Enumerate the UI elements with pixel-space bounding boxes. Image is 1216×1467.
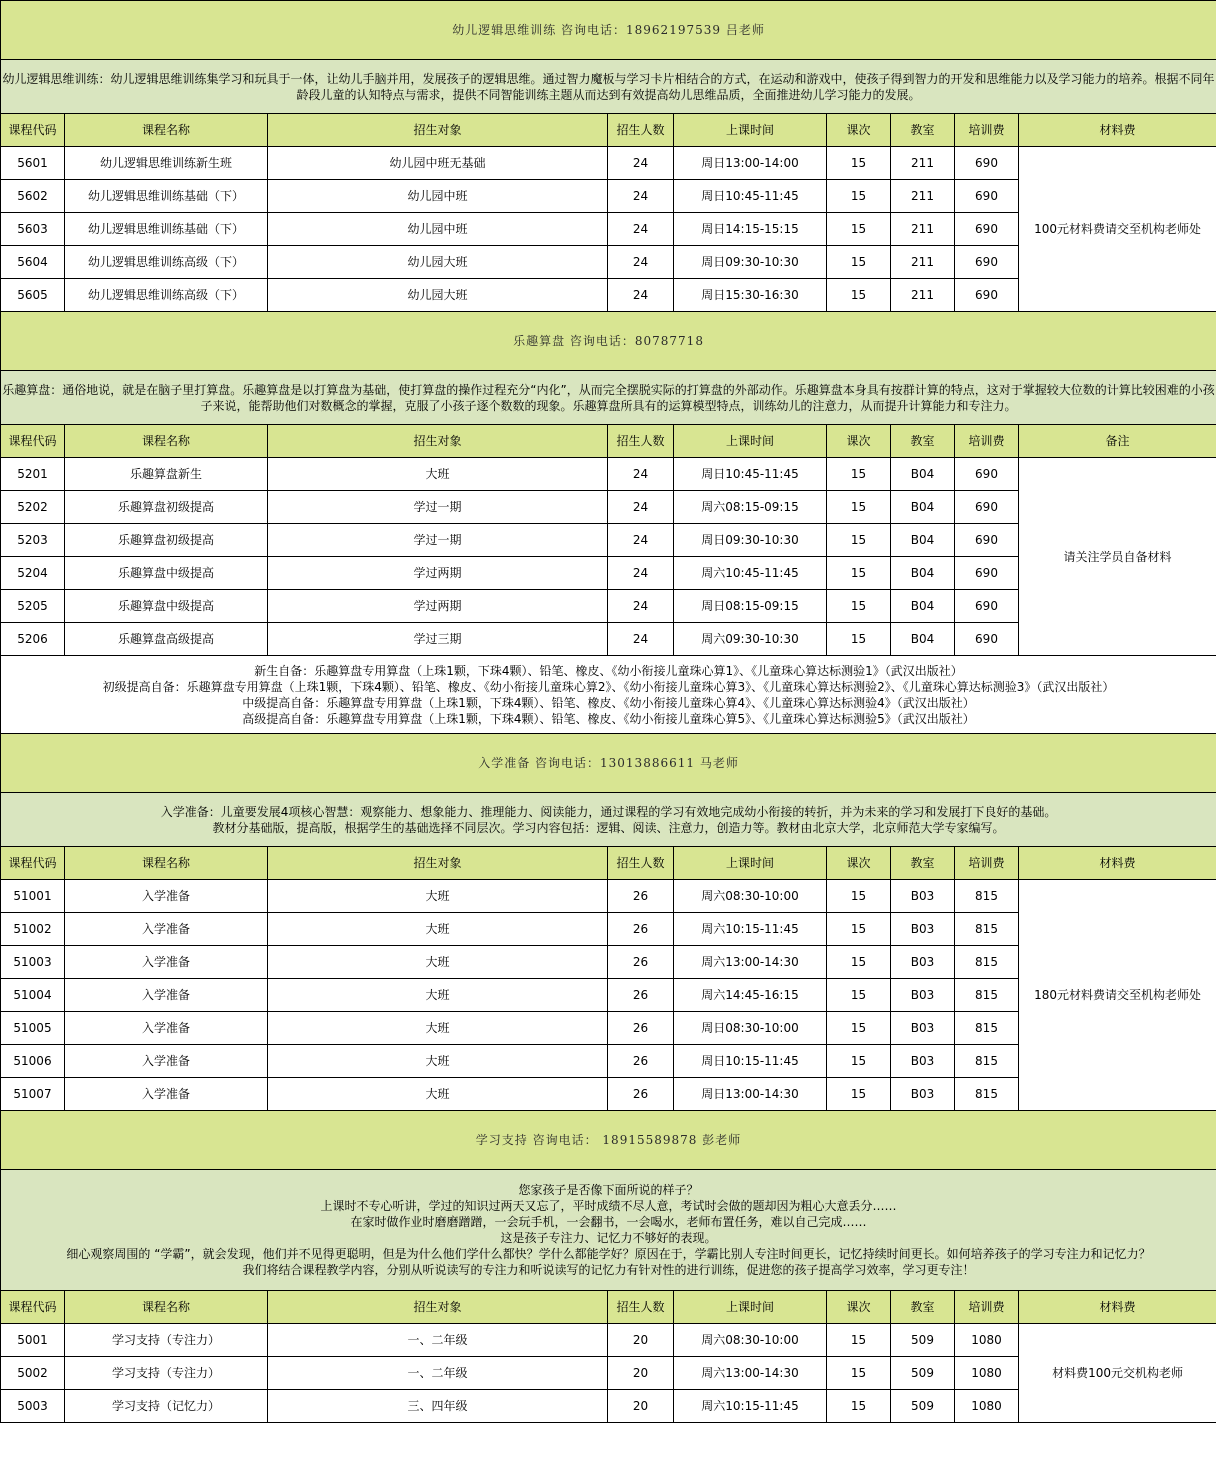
table-cell: 学过两期 [268,557,608,590]
column-header: 材料费 [1019,847,1216,880]
table-cell: 15 [827,1390,891,1423]
column-header: 教室 [891,1291,955,1324]
table-cell: 5203 [1,524,65,557]
section-title: 入学准备 咨询电话：13013886611 马老师 [1,734,1216,793]
table-cell: 15 [827,1045,891,1078]
table-cell: 幼儿园中班 [268,180,608,213]
table-cell: 大班 [268,913,608,946]
column-header-row [1,1291,1216,1324]
section-description-row [1,371,1216,425]
table-cell: 周日08:15-09:15 [674,590,827,623]
column-header: 课程代码 [1,114,65,147]
table-cell: 周六13:00-14:30 [674,946,827,979]
table-cell: 1080 [955,1390,1019,1423]
table-cell: 15 [827,1078,891,1111]
column-header: 课程名称 [65,1291,268,1324]
section-title-row [1,1,1216,60]
table-cell: 大班 [268,1045,608,1078]
table-cell: B04 [891,491,955,524]
table-cell: 690 [955,491,1019,524]
table-cell: 大班 [268,1012,608,1045]
table-cell: 690 [955,246,1019,279]
table-cell: 周六10:45-11:45 [674,557,827,590]
column-header: 上课时间 [674,425,827,458]
table-cell: B04 [891,524,955,557]
column-header: 课次 [827,114,891,147]
table-cell: B03 [891,979,955,1012]
column-header: 招生人数 [608,425,674,458]
section-description: 入学准备：儿童要发展4项核心智慧：观察能力、想象能力、推理能力、阅读能力，通过课程的学习有效地完成幼小衔接的转折，并为未来的学习和发展打下良好的基础。 教材分基础版，提高版，根据学生的基础选择不同层次。学习内容包括：逻辑、阅读、注意力，创造力等。教材由北京大学，北京师范大学专家编写。 [1,793,1216,847]
table-cell: 周日09:30-10:30 [674,246,827,279]
column-header: 招生人数 [608,114,674,147]
table-cell: 690 [955,458,1019,491]
table-cell: 乐趣算盘初级提高 [65,524,268,557]
table-row [1,458,1216,491]
table-cell: 24 [608,213,674,246]
table-cell: 周日13:00-14:30 [674,1078,827,1111]
column-header: 上课时间 [674,1291,827,1324]
section-title-row [1,734,1216,793]
table-cell: 15 [827,557,891,590]
table-cell: 乐趣算盘初级提高 [65,491,268,524]
table-cell: 学习支持（专注力） [65,1357,268,1390]
table-cell: 一、二年级 [268,1324,608,1357]
table-cell: 周六14:45-16:15 [674,979,827,1012]
table-cell: 26 [608,1012,674,1045]
table-cell: 学过两期 [268,590,608,623]
table-cell: B03 [891,880,955,913]
table-cell: 周日09:30-10:30 [674,524,827,557]
table-cell: 24 [608,524,674,557]
table-cell: 24 [608,590,674,623]
table-row [1,1324,1216,1357]
table-cell: 入学准备 [65,1045,268,1078]
table-cell: 690 [955,590,1019,623]
table-cell: 690 [955,524,1019,557]
table-cell: 周六08:30-10:00 [674,1324,827,1357]
table-cell: 24 [608,458,674,491]
table-cell: 815 [955,913,1019,946]
table-cell: B03 [891,913,955,946]
table-cell: 26 [608,946,674,979]
table-cell: 20 [608,1390,674,1423]
table-cell: 周六10:15-11:45 [674,1390,827,1423]
table-cell: 5001 [1,1324,65,1357]
footer-note-row [1,656,1216,734]
table-cell: 690 [955,213,1019,246]
table-cell: 690 [955,147,1019,180]
table-cell: 学习支持（专注力） [65,1324,268,1357]
table-cell: 20 [608,1324,674,1357]
table-cell: 乐趣算盘新生 [65,458,268,491]
table-cell: 815 [955,979,1019,1012]
column-header: 课程代码 [1,1291,65,1324]
section-description-row [1,60,1216,114]
table-cell: 211 [891,180,955,213]
column-header: 课次 [827,425,891,458]
table-row [1,880,1216,913]
table-cell: 幼儿园中班 [268,213,608,246]
table-cell: 5602 [1,180,65,213]
column-header: 上课时间 [674,847,827,880]
table-cell: 24 [608,623,674,656]
table-cell: 大班 [268,946,608,979]
table-cell: 乐趣算盘中级提高 [65,590,268,623]
table-cell: 1080 [955,1357,1019,1390]
section-description: 幼儿逻辑思维训练：幼儿逻辑思维训练集学习和玩具于一体，让幼儿手脑并用，发展孩子的逻辑思维。通过智力魔板与学习卡片相结合的方式，在运动和游戏中，使孩子得到智力的开发和思维能力以及学习能力的培养。根据不同年龄段儿童的认知特点与需求，提供不同智能训练主题从而达到有效提高幼儿思维品质，全面推进幼儿学习能力的发展。 [1,60,1216,114]
column-header: 招生人数 [608,847,674,880]
table-cell: 15 [827,524,891,557]
column-header-row [1,114,1216,147]
section-title-row [1,312,1216,371]
section-description-row [1,1170,1216,1291]
column-header: 材料费 [1019,1291,1216,1324]
table-cell: B04 [891,458,955,491]
table-cell: 509 [891,1324,955,1357]
section-title: 乐趣算盘 咨询电话：80787718 [1,312,1216,371]
column-header: 招生人数 [608,1291,674,1324]
table-cell: 5002 [1,1357,65,1390]
table-cell: B03 [891,1012,955,1045]
table-cell: 三、四年级 [268,1390,608,1423]
table-cell: 15 [827,1324,891,1357]
table-cell: 5206 [1,623,65,656]
table-cell: 周六09:30-10:30 [674,623,827,656]
table-cell: 15 [827,491,891,524]
table-cell: 15 [827,1012,891,1045]
column-header: 教室 [891,114,955,147]
table-cell: 幼儿园大班 [268,279,608,312]
column-header: 材料费 [1019,114,1216,147]
table-cell: 入学准备 [65,1078,268,1111]
table-cell: 815 [955,946,1019,979]
table-cell: 26 [608,913,674,946]
section-title: 幼儿逻辑思维训练 咨询电话：18962197539 吕老师 [1,1,1216,60]
table-cell: 5604 [1,246,65,279]
table-cell: 周日10:15-11:45 [674,1045,827,1078]
table-cell: 24 [608,147,674,180]
table-cell: 815 [955,1012,1019,1045]
column-header: 课次 [827,847,891,880]
column-header: 课程代码 [1,425,65,458]
column-header: 备注 [1019,425,1216,458]
table-cell: 690 [955,557,1019,590]
table-cell: 26 [608,1078,674,1111]
table-cell: 20 [608,1357,674,1390]
table-cell: 5201 [1,458,65,491]
table-cell: 211 [891,279,955,312]
table-cell: 26 [608,880,674,913]
table-cell: 15 [827,590,891,623]
column-header: 招生对象 [268,425,608,458]
table-cell: 周日15:30-16:30 [674,279,827,312]
table-cell: 5603 [1,213,65,246]
table-cell: 211 [891,147,955,180]
column-header: 培训费 [955,114,1019,147]
table-cell: B04 [891,557,955,590]
section-description: 您家孩子是否像下面所说的样子？ 上课时不专心听讲，学过的知识过两天又忘了，平时成绩不尽人意，考试时会做的题却因为粗心大意丢分…… 在家时做作业时磨磨蹭蹭，一会玩手机，一会翻书，一会喝水，老师布置任务，难以自己完成…… 这是孩子专注力、记忆力不够好的表现。 细心观察周围的 “学霸”，就会发现，他们并不见得更聪明，但是为什么他们学什么都快？学什么都能学好？原因在于，学霸比别人专注时间更长，记忆持续时间更长。如何培养孩子的学习专注力和记忆力？ 我们将结合课程教学内容，分别从听说读写的专注力和听说读写的记忆力有针对性的进行训练，促进您的孩子提高学习效率，学习更专注！ [1,1170,1216,1291]
table-cell: 学过三期 [268,623,608,656]
table-cell: 509 [891,1357,955,1390]
column-header: 课程名称 [65,847,268,880]
table-cell: 入学准备 [65,880,268,913]
table-cell: 690 [955,279,1019,312]
table-cell: 815 [955,1078,1019,1111]
column-header: 上课时间 [674,114,827,147]
table-cell: 5605 [1,279,65,312]
section-description-row [1,793,1216,847]
column-header: 招生对象 [268,114,608,147]
table-cell: 一、二年级 [268,1357,608,1390]
column-header: 课程名称 [65,114,268,147]
table-cell: 509 [891,1390,955,1423]
column-header: 招生对象 [268,1291,608,1324]
table-cell: 大班 [268,880,608,913]
table-cell: 690 [955,623,1019,656]
column-header-row [1,847,1216,880]
table-cell: 211 [891,246,955,279]
table-cell: 幼儿逻辑思维训练高级（下） [65,246,268,279]
column-header: 培训费 [955,425,1019,458]
table-cell: 5202 [1,491,65,524]
table-cell: 学过一期 [268,524,608,557]
table-cell: 15 [827,147,891,180]
table-cell: B03 [891,946,955,979]
table-cell: 学过一期 [268,491,608,524]
table-cell: 51004 [1,979,65,1012]
table-cell: 815 [955,880,1019,913]
material-note: 180元材料费请交至机构老师处 [1019,880,1216,1111]
table-cell: 幼儿逻辑思维训练新生班 [65,147,268,180]
table-cell: 26 [608,979,674,1012]
table-cell: 周日10:45-11:45 [674,180,827,213]
table-cell: B04 [891,590,955,623]
section-description: 乐趣算盘：通俗地说，就是在脑子里打算盘。乐趣算盘是以打算盘为基础，使打算盘的操作过程充分“内化”，从而完全摆脱实际的打算盘的外部动作。乐趣算盘本身具有按群计算的特点，这对于掌握较大位数的计算比较困难的小孩子来说，能帮助他们对数概念的掌握，克服了小孩子逐个数数的现象。乐趣算盘所具有的运算模型特点，训练幼儿的注意力，从而提升计算能力和专注力。 [1,371,1216,425]
table-cell: 周日13:00-14:00 [674,147,827,180]
table-cell: 周日10:45-11:45 [674,458,827,491]
section-title: 学习支持 咨询电话： 18915589878 彭老师 [1,1111,1216,1170]
section-title-row [1,1111,1216,1170]
table-cell: 入学准备 [65,946,268,979]
column-header: 培训费 [955,847,1019,880]
table-cell: 乐趣算盘中级提高 [65,557,268,590]
column-header: 课次 [827,1291,891,1324]
table-cell: 周日08:30-10:00 [674,1012,827,1045]
table-cell: 15 [827,979,891,1012]
table-cell: 大班 [268,979,608,1012]
table-cell: 幼儿逻辑思维训练基础（下） [65,213,268,246]
table-cell: 15 [827,458,891,491]
column-header: 教室 [891,847,955,880]
table-cell: 15 [827,623,891,656]
table-cell: 1080 [955,1324,1019,1357]
table-cell: 5003 [1,1390,65,1423]
table-cell: 815 [955,1045,1019,1078]
table-cell: 15 [827,213,891,246]
column-header: 培训费 [955,1291,1019,1324]
table-cell: 24 [608,180,674,213]
table-cell: 5204 [1,557,65,590]
material-note: 100元材料费请交至机构老师处 [1019,147,1216,312]
table-cell: 15 [827,279,891,312]
column-header: 招生对象 [268,847,608,880]
table-cell: 51003 [1,946,65,979]
table-cell: 5205 [1,590,65,623]
table-row [1,147,1216,180]
table-cell: 周六10:15-11:45 [674,913,827,946]
table-cell: 入学准备 [65,1012,268,1045]
table-cell: 24 [608,557,674,590]
column-header: 课程名称 [65,425,268,458]
table-cell: 幼儿园大班 [268,246,608,279]
table-cell: 15 [827,913,891,946]
table-cell: 周日14:15-15:15 [674,213,827,246]
table-cell: 211 [891,213,955,246]
table-cell: 24 [608,491,674,524]
table-cell: 幼儿园中班无基础 [268,147,608,180]
table-cell: B03 [891,1078,955,1111]
table-cell: 15 [827,180,891,213]
table-cell: 15 [827,946,891,979]
table-cell: 690 [955,180,1019,213]
column-header: 教室 [891,425,955,458]
table-cell: 入学准备 [65,979,268,1012]
table-cell: 大班 [268,458,608,491]
table-cell: 51006 [1,1045,65,1078]
table-cell: 15 [827,1357,891,1390]
table-cell: 26 [608,1045,674,1078]
supplies-note: 新生自备：乐趣算盘专用算盘（上珠1颗，下珠4颗）、铅笔、橡皮、《幼小衔接儿童珠心算1》、《儿童珠心算达标测验1》（武汉出版社） 初级提高自备：乐趣算盘专用算盘（上珠1颗，下珠4颗）、铅笔、橡皮、《幼小衔接儿童珠心算2》、《幼小衔接儿童珠心算3》、《儿童珠心算达标测验2》、《儿童珠心算达标测验3》（武汉出版社） 中级提高自备：乐趣算盘专用算盘（上珠1颗，下珠4颗）、铅笔、橡皮、《幼小衔接儿童珠心算4》、《儿童珠心算达标测验4》（武汉出版社） 高级提高自备：乐趣算盘专用算盘（上珠1颗，下珠4颗）、铅笔、橡皮、《幼小衔接儿童珠心算5》、《儿童珠心算达标测验5》（武汉出版社） [1,656,1216,734]
table-cell: 51007 [1,1078,65,1111]
table-cell: 15 [827,880,891,913]
table-cell: 51002 [1,913,65,946]
table-cell: B03 [891,1045,955,1078]
table-cell: 学习支持（记忆力） [65,1390,268,1423]
table-cell: 周六08:30-10:00 [674,880,827,913]
table-cell: 5601 [1,147,65,180]
material-note: 材料费100元交机构老师 [1019,1324,1216,1423]
table-cell: 51005 [1,1012,65,1045]
table-cell: B04 [891,623,955,656]
table-cell: 大班 [268,1078,608,1111]
column-header: 课程代码 [1,847,65,880]
material-note: 请关注学员自备材料 [1019,458,1216,656]
table-cell: 24 [608,246,674,279]
column-header-row [1,425,1216,458]
table-cell: 51001 [1,880,65,913]
table-cell: 周六08:15-09:15 [674,491,827,524]
table-cell: 24 [608,279,674,312]
table-cell: 乐趣算盘高级提高 [65,623,268,656]
table-cell: 15 [827,246,891,279]
table-cell: 幼儿逻辑思维训练基础（下） [65,180,268,213]
table-cell: 周六13:00-14:30 [674,1357,827,1390]
table-cell: 入学准备 [65,913,268,946]
table-cell: 幼儿逻辑思维训练高级（下） [65,279,268,312]
